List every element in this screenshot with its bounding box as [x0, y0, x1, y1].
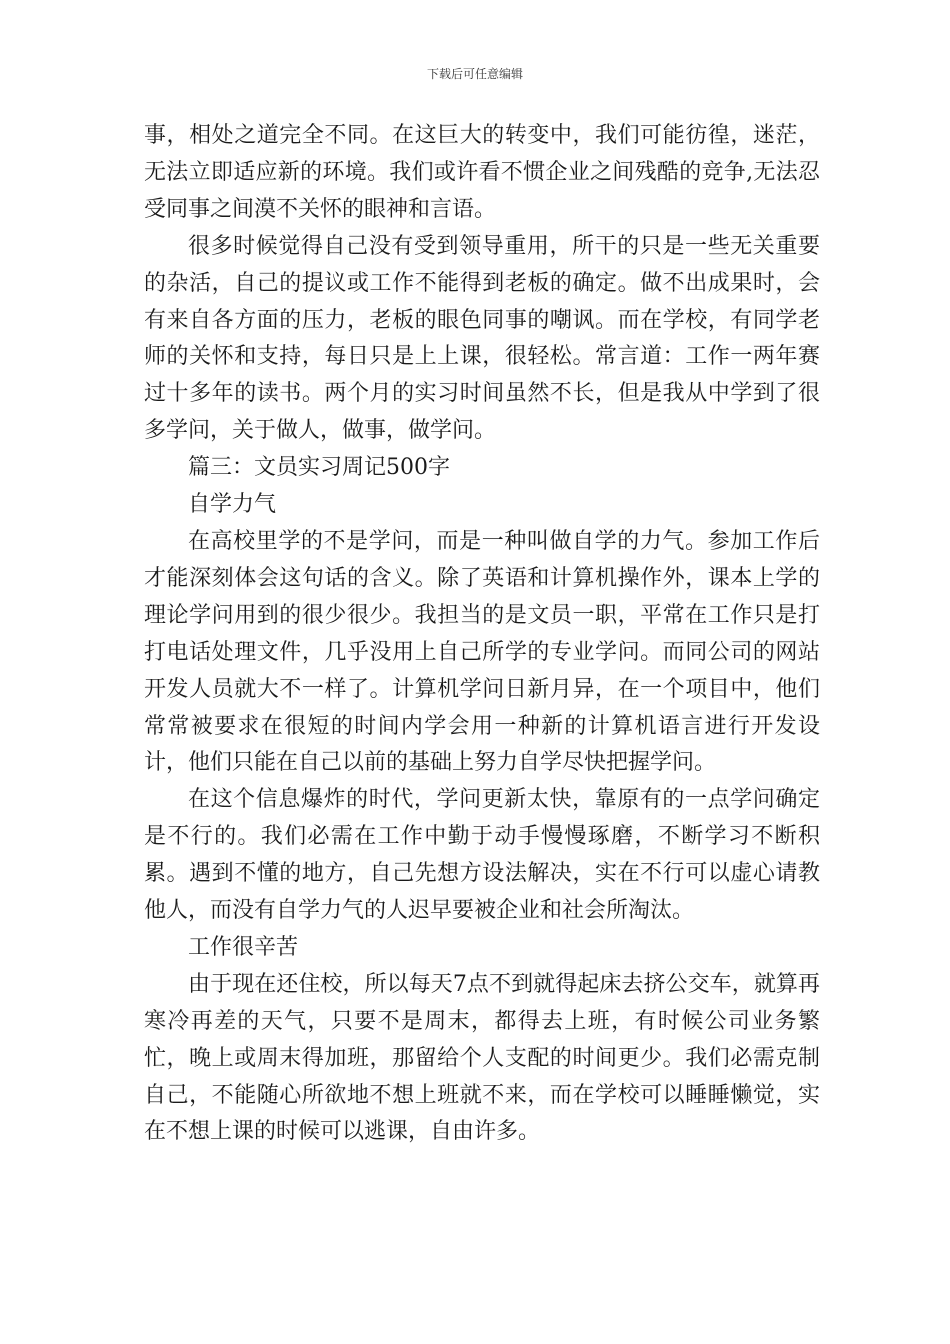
- document-body: [144, 118, 820, 1151]
- section-title: 篇三：文员实习周记500字: [188, 455, 450, 481]
- paragraph-information-age: 在这个信息爆炸的时代，学问更新太快，靠原有的一点学问确定是不行的。我们必需在工作中勤于动手慢慢琢磨，不断学习不断积累。遇到不懂的地方，自己先想方设法解决，实在不行可以虚心请教他人，而没有自学力气的人迟早要被企业和社会所淘汰。: [144, 787, 820, 924]
- page-header: 下载后可任意编辑: [426, 67, 523, 81]
- paragraph-workplace: 很多时候觉得自己没有受到领导重用，所干的只是一些无关重要的杂活，自己的提议或工作不能得到老板的确定。做不出成果时，会有来自各方面的压力，老板的眼色同事的嘲讽。而在学校，有同学老师的关怀和支持，每日只是上上课，很轻松。常言道：工作一两年赛过十多年的读书。两个月的实习时间虽然不长，但是我从中学到了很多学问，关于做人，做事，做学问。: [144, 233, 820, 444]
- subheading-hard-work: 工作很辛苦: [188, 934, 299, 960]
- paragraph-hard-work: 由于现在还住校，所以每天7点不到就得起床去挤公交车，就算再寒冷再差的天气，只要不是周末，都得去上班，有时候公司业务繁忙，晚上或周末得加班，那留给个人支配的时间更少。我们必需克制自己，不能随心所欲地不想上班就不来，而在学校可以睡睡懒觉，实在不想上课的时候可以逃课，自由许多。: [144, 971, 820, 1145]
- paragraph-self-learning: 在高校里学的不是学问，而是一种叫做自学的力气。参加工作后才能深刻体会这句话的含义。除了英语和计算机操作外，课本上学的理论学问用到的很少很少。我担当的是文员一职，平常在工作只是打打电话处理文件，几乎没用上自己所学的专业学问。而同公司的网站开发人员就大不一样了。计算机学问日新月异，在一个项目中，他们常常被要求在很短的时间内学会用一种新的计算机语言进行开发设计，他们只能在自己以前的基础上努力自学尽快把握学问。: [144, 528, 820, 776]
- subheading-self-learning: 自学力气: [188, 492, 277, 518]
- paragraph-continuation: 事，相处之道完全不同。在这巨大的转变中，我们可能彷徨，迷茫，无法立即适应新的环境。我们或许看不惯企业之间残酷的竞争,无法忍受同事之间漠不关怀的眼神和言语。: [144, 123, 820, 222]
